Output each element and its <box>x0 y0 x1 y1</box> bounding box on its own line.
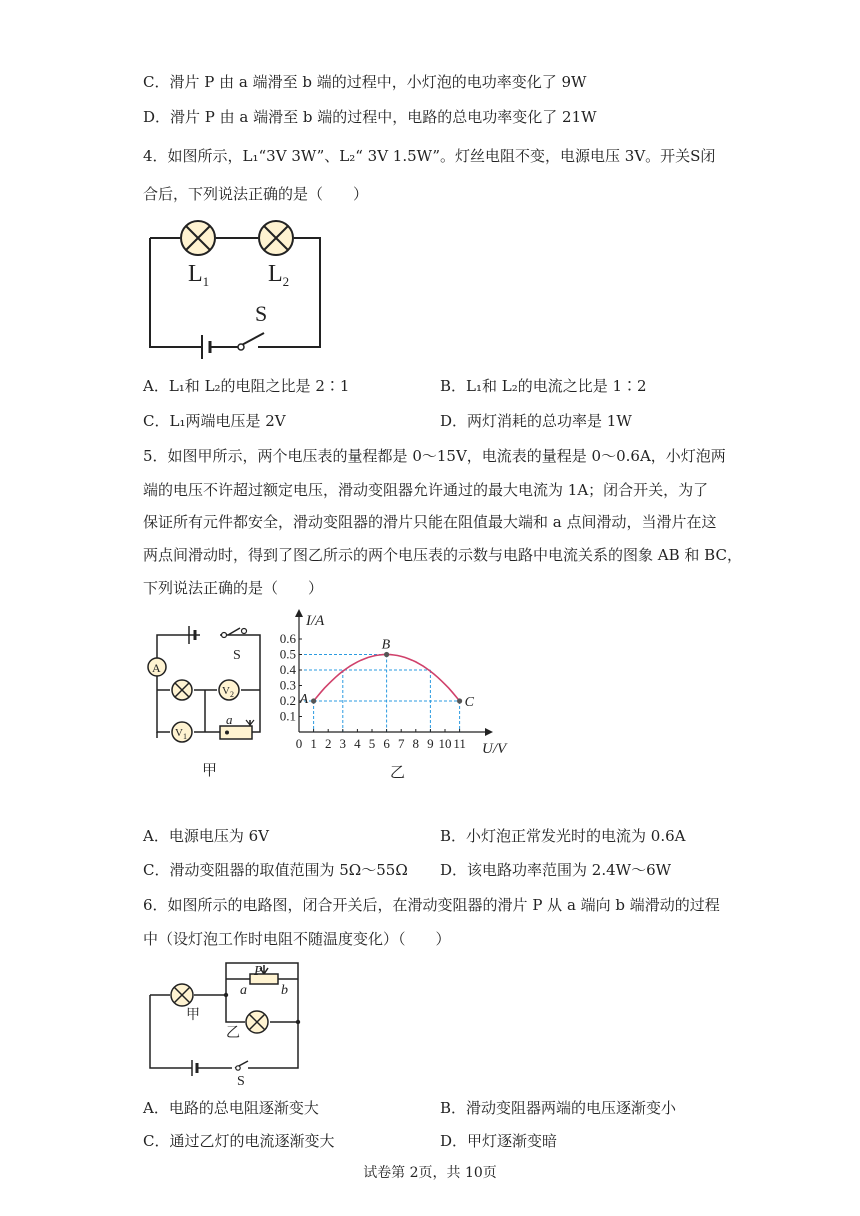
q6-option-c: C．通过乙灯的电流逐渐变大 <box>143 1132 335 1150</box>
q6-fig-p-label: P <box>254 964 263 979</box>
q5-fig-v1-label: V <box>175 727 183 739</box>
q6-option-b: B．滑动变阻器两端的电压逐渐变小 <box>440 1099 677 1117</box>
q4-option-a: A．L₁和 L₂的电阻之比是 2∶1 <box>143 377 350 395</box>
y-tick-label: 0.1 <box>280 708 296 724</box>
page-footer: 试卷第 2页，共 10页 <box>363 1165 497 1181</box>
q5-stem-line5: 下列说法正确的是（ ） <box>143 579 324 597</box>
x-tick-label: 2 <box>324 736 332 751</box>
q6-fig-switch-label: S <box>237 1074 245 1089</box>
x-tick-label: 9 <box>427 736 434 751</box>
q4-fig-l1-label: L <box>188 261 203 287</box>
x-tick-label: 8 <box>412 736 420 751</box>
q6-fig-jia-label: 甲 <box>186 1008 200 1023</box>
svg-text:L2: $L_2$ <box>268 261 290 289</box>
q5-option-c: C．滑动变阻器的取值范围为 5Ω～55Ω <box>143 861 408 879</box>
q5-option-b: B．小灯泡正常发光时的电流为 0.6A <box>440 827 686 845</box>
q5-circuit-jia <box>140 620 270 780</box>
q5-fig-yi-label: 乙 <box>390 765 406 781</box>
q6-stem-line1: 6．如图所示的电路图，闭合开关后，在滑动变阻器的滑片 P 从 a 端向 b 端滑动的过程 <box>143 896 720 914</box>
q6-stem-line2: 中（设灯泡工作时电阻不随温度变化）（ ） <box>143 930 451 948</box>
x-tick-label: 7 <box>397 736 405 751</box>
q6-fig-b-label: b <box>281 983 288 998</box>
point-a <box>311 698 316 703</box>
x-tick-label: 5 <box>368 736 376 751</box>
q5-stem-line1: 5．如图甲所示，两个电压表的量程都是 0～15V，电流表的量程是 0～0.6A，小灯泡两 <box>143 447 726 465</box>
x-tick-label: 0 <box>295 736 303 751</box>
q4-fig-l2-label: L <box>268 261 283 287</box>
chart-x-axis-label: U/V <box>482 741 507 757</box>
q5-fig-ammeter-label: A <box>152 661 161 675</box>
point-label-a: A <box>299 692 309 707</box>
q5-stem-line4: 两点间滑动时，得到了图乙所示的两个电压表的示数与电路中电流关系的图象 AB 和 BC， <box>143 546 742 564</box>
y-tick-label: 0.4 <box>280 662 296 677</box>
q4-option-c: C．L₁两端电压是 2V <box>143 412 286 430</box>
point-label-b: B <box>381 637 391 653</box>
q5-fig-switch-label: S <box>233 648 241 663</box>
q4-option-b: B．L₁和 L₂的电流之比是 1∶2 <box>440 377 647 395</box>
y-tick-label: 0.3 <box>280 677 296 693</box>
y-tick-label: 0.5 <box>280 646 296 662</box>
q5-chart-yi <box>280 605 525 785</box>
svg-text:V2: $V_2$ <box>222 685 234 699</box>
svg-text:L1: $L_1$ <box>188 261 210 289</box>
point-label-c: C <box>464 695 474 710</box>
q5-stem-line2: 端的电压不许超过额定电压，滑动变阻器允许通过的最大电流为 1A；闭合开关，为了 <box>143 481 709 499</box>
x-tick-label: 10 <box>438 736 452 751</box>
lamp-l2-icon <box>259 221 293 255</box>
q5-fig-v2-label: V <box>222 685 230 697</box>
q4-option-d: D．两灯消耗的总功率是 1W <box>440 412 632 430</box>
point-c <box>457 698 462 703</box>
q6-circuit-diagram <box>140 955 315 1090</box>
q4-stem-line2: 合后，下列说法正确的是（ ） <box>143 185 369 203</box>
q5-option-d: D．该电路功率范围为 2.4W～6W <box>440 861 672 879</box>
q3-option-d: D．滑片 P 由 a 端滑至 b 端的过程中，电路的总电功率变化了 21W <box>143 108 597 126</box>
q5-stem-line3: 保证所有元件都安全，滑动变阻器的滑片只能在阻值最大端和 a 点间滑动，当滑片在这 <box>143 513 717 531</box>
x-tick-label: 1 <box>310 736 317 751</box>
q4-fig-switch-label: S <box>255 301 268 326</box>
q3-option-c: C．滑片 P 由 a 端滑至 b 端的过程中，小灯泡的电功率变化了 9W <box>143 73 587 91</box>
q4-stem-line1: 4．如图所示，L₁“3V 3W”、L₂“ 3V 1.5W”。灯丝电阻不变，电源电压 3V。开关S闭 <box>143 147 716 165</box>
lamp-l1-icon <box>181 221 215 255</box>
x-tick-label: 11 <box>453 736 466 751</box>
y-tick-label: 0.2 <box>280 693 296 708</box>
q6-fig-a-label: a <box>240 983 247 998</box>
q4-circuit-diagram <box>140 215 340 365</box>
point-b <box>384 652 389 657</box>
y-tick-label: 0.6 <box>280 631 296 646</box>
x-tick-label: 6 <box>383 736 390 751</box>
x-tick-label: 4 <box>354 736 361 751</box>
q5-option-a: A．电源电压为 6V <box>143 827 269 845</box>
q6-fig-yi-label: 乙 <box>226 1026 240 1041</box>
svg-text:V1: $V_1$ <box>175 727 187 741</box>
chart-y-axis-label: I/A <box>306 613 325 629</box>
q5-fig-a-label: a <box>226 712 233 727</box>
q6-option-a: A．电路的总电阻逐渐变大 <box>143 1099 319 1117</box>
q6-option-d: D．甲灯逐渐变暗 <box>440 1132 558 1150</box>
x-tick-label: 3 <box>339 736 347 751</box>
q5-fig-jia-label: 甲 <box>202 763 218 779</box>
